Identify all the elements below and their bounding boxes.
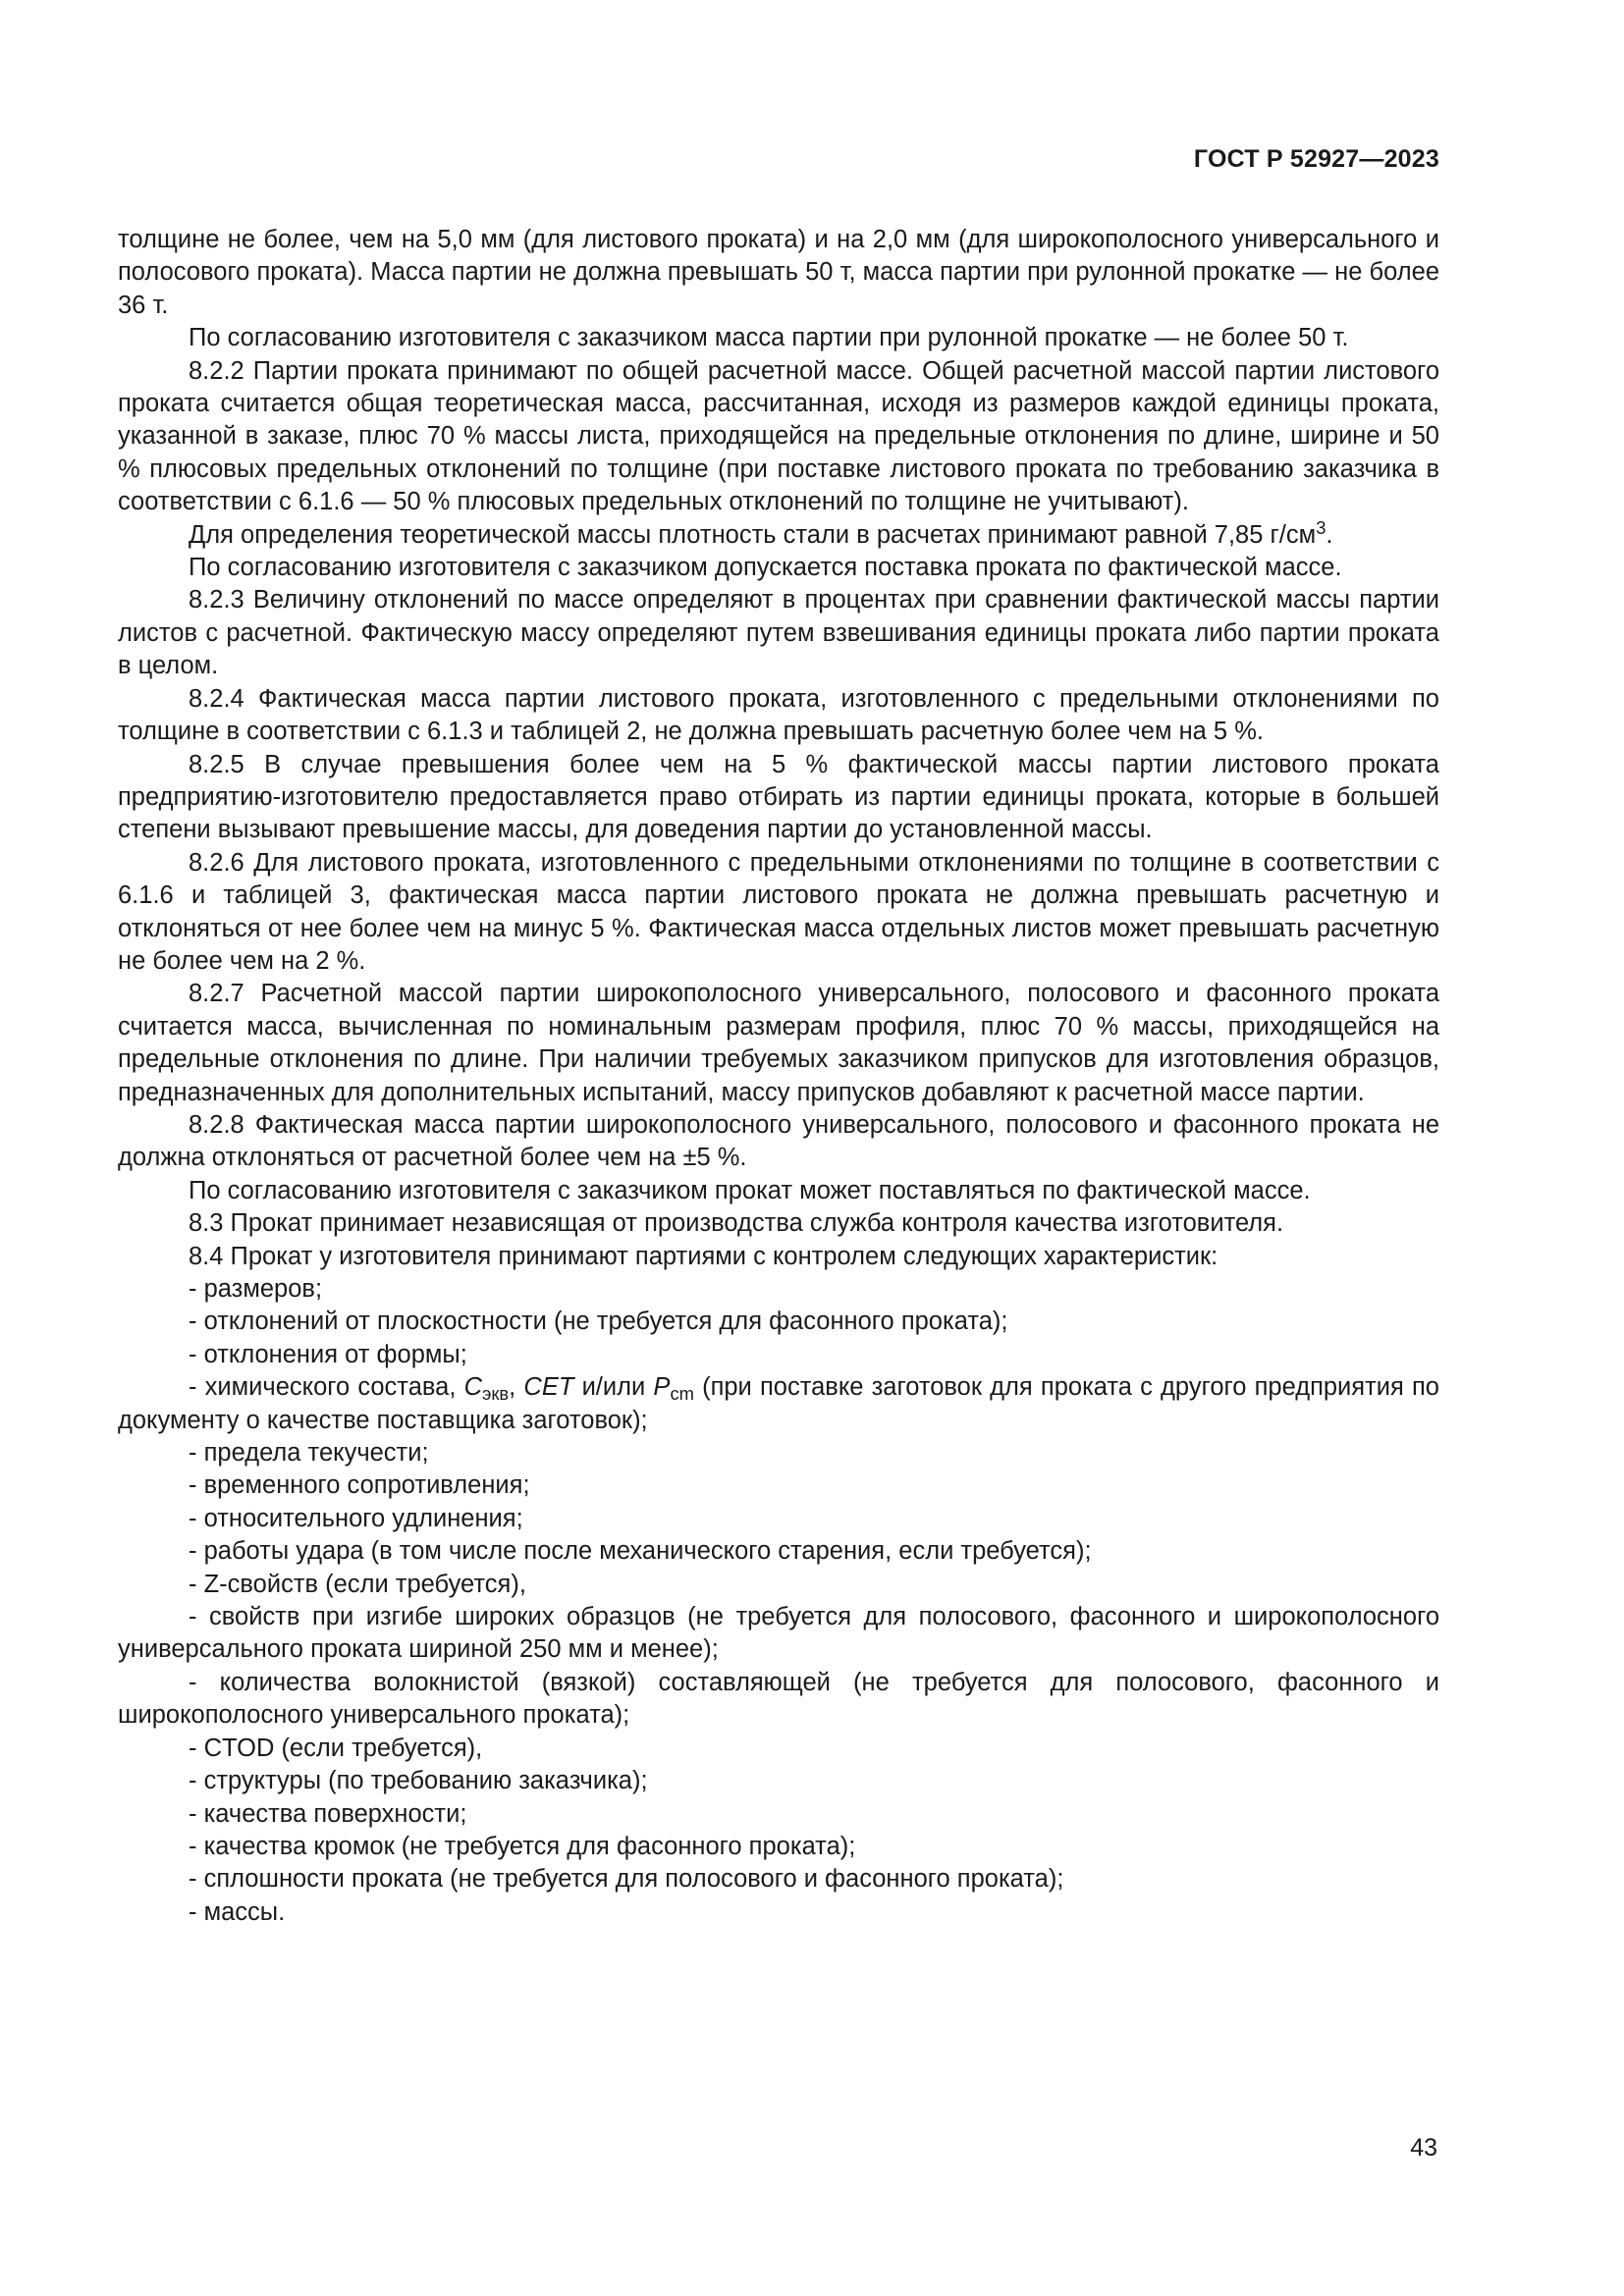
list-item: - структуры (по требованию заказчика); (189, 1767, 648, 1795)
chem-text: - химического состава, (189, 1373, 464, 1402)
paragraph-8-3: 8.3 Прокат принимает независящая от производства служба контроля качества изготовителя. (189, 1209, 1284, 1238)
page-number: 43 (1410, 2134, 1437, 2162)
paragraph-agree-mass: По согласованию изготовителя с заказчиком масса партии при рулонной прокатке — не более 50 т. (189, 324, 1349, 352)
chem-symbol-cet: CET (523, 1373, 574, 1402)
list-item: - относительного удлинения; (189, 1504, 523, 1532)
list-item: - предела текучести; (189, 1439, 429, 1468)
list-item: - количества волокнистой (вязкой) составляющей (не требуется для полосового, фасонного и широкополосного универсального проката); (118, 1668, 1439, 1730)
list-item: - массы. (189, 1897, 286, 1926)
paragraph-8-2-6: 8.2.6 Для листового проката, изготовленного с предельными отклонениями по толщине в соответствии с 6.1.6 и таблицей 3, фактическая масса партии листового проката не должна превышать расчетную и отклоняться от нее более чем на минус 5 %. Фактическая масса отдельных листов может превышать расчетную не более чем на 2 %. (118, 848, 1439, 975)
list-item: - работы удара (в том числе после механического старения, если требуется); (189, 1537, 1092, 1566)
paragraph-8-2-8: 8.2.8 Фактическая масса партии широкополосного универсального, полосового и фасонного проката не должна отклоняться от расчетной более чем на ±5 %. (118, 1110, 1439, 1172)
density-end: . (1326, 520, 1333, 549)
density-superscript: 3 (1316, 516, 1326, 538)
paragraph-8-2-4: 8.2.4 Фактическая масса партии листового проката, изготовленного с предельными отклонениями по толщине в соответствии с 6.1.3 и таблицей 2, не должна превышать расчетную более чем на 5 %. (118, 684, 1439, 746)
chem-subscript-cm: cm (670, 1383, 694, 1405)
chem-text: (при поставке заготовок для проката с другого предприятия по документу о качестве поставщика заготовок); (118, 1373, 1439, 1434)
list-item: - размеров; (189, 1275, 323, 1303)
paragraph-8-4: 8.4 Прокат у изготовителя принимают партиями с контролем следующих характеристик: (189, 1242, 1218, 1270)
chem-text: , (509, 1373, 524, 1402)
list-item: - временного сопротивления; (189, 1471, 530, 1500)
paragraph-8-2-3: 8.2.3 Величину отклонений по массе определяют в процентах при сравнении фактической массы партии листов с расчетной. Фактическую массу определяют путем взвешивания единицы проката либо партии проката в целом. (118, 586, 1439, 680)
list-item: - качества кромок (не требуется для фасонного проката); (189, 1832, 856, 1860)
paragraph-8-2-7: 8.2.7 Расчетной массой партии широкополосного универсального, полосового и фасонного проката считается масса, вычисленная по номинальным размерам профиля, плюс 70 % массы, приходящейся на предельные отклонения по длине. При наличии требуемых заказчиком припусков для изготовления образцов, предназначенных для дополнительных испытаний, массу припусков добавляют к расчетной массе партии. (118, 980, 1439, 1106)
list-item: - свойств при изгибе широких образцов (не требуется для полосового, фасонного и широкополосного универсального проката шириной 250 мм и менее); (118, 1603, 1439, 1664)
list-item: - качества поверхности; (189, 1799, 467, 1828)
chem-symbol-p: P (653, 1373, 671, 1402)
chem-text: и/или (573, 1373, 654, 1402)
list-item: - CTOD (если требуется), (189, 1734, 483, 1762)
list-item: - отклонения от формы; (189, 1340, 467, 1368)
standard-header: ГОСТ Р 52927—2023 (1193, 145, 1439, 173)
list-item: - Z-свойств (если требуется), (189, 1570, 526, 1598)
paragraph-8-2-5: 8.2.5 В случае превышения более чем на 5 % фактической массы партии листового проката предприятию-изготовителю предоставляется право отбирать из партии единицы проката, которые в большей степени вызывают превышение массы, для доведения партии до установленной массы. (118, 750, 1439, 844)
document-body (118, 224, 1439, 1929)
paragraph-density (118, 516, 1439, 552)
density-text: Для определения теоретической массы плотность стали в расчетах принимают равной 7,85 г/см (189, 520, 1317, 549)
paragraph-intro: толщине не более, чем на 5,0 мм (для листового проката) и на 2,0 мм (для широкополосного универсального и полосового проката). Масса партии не должна превышать 50 т, масса партии при рулонной прокатке — не более 36 т. (118, 226, 1439, 319)
paragraph-actual-mass-agree: По согласованию изготовителя с заказчиком допускается поставка проката по фактической массе. (189, 554, 1342, 582)
paragraph-8-2-2: 8.2.2 Партии проката принимают по общей расчетной массе. Общей расчетной массой партии листового проката считается общая теоретическая масса, рассчитанная, исходя из размеров каждой единицы проката, указанной в заказе, плюс 70 % массы листа, приходящейся на предельные отклонения по длине, ширине и 50 % плюсовых предельных отклонений по толщине (при поставке листового проката по требованию заказчика в соответствии с 6.1.6 — 50 % плюсовых предельных отклонений по толщине не учитывают). (118, 356, 1439, 516)
chem-symbol-c: C (463, 1373, 482, 1402)
list-item: - сплошности проката (не требуется для полосового и фасонного проката); (189, 1865, 1064, 1894)
list-item: - отклонений от плоскостности (не требуется для фасонного проката); (189, 1308, 1008, 1336)
paragraph-actual-mass-agree-2: По согласованию изготовителя с заказчиком прокат может поставляться по фактической массе. (189, 1176, 1311, 1204)
list-item-chemical (118, 1371, 1439, 1437)
chem-subscript-ekv: экв (482, 1383, 510, 1405)
